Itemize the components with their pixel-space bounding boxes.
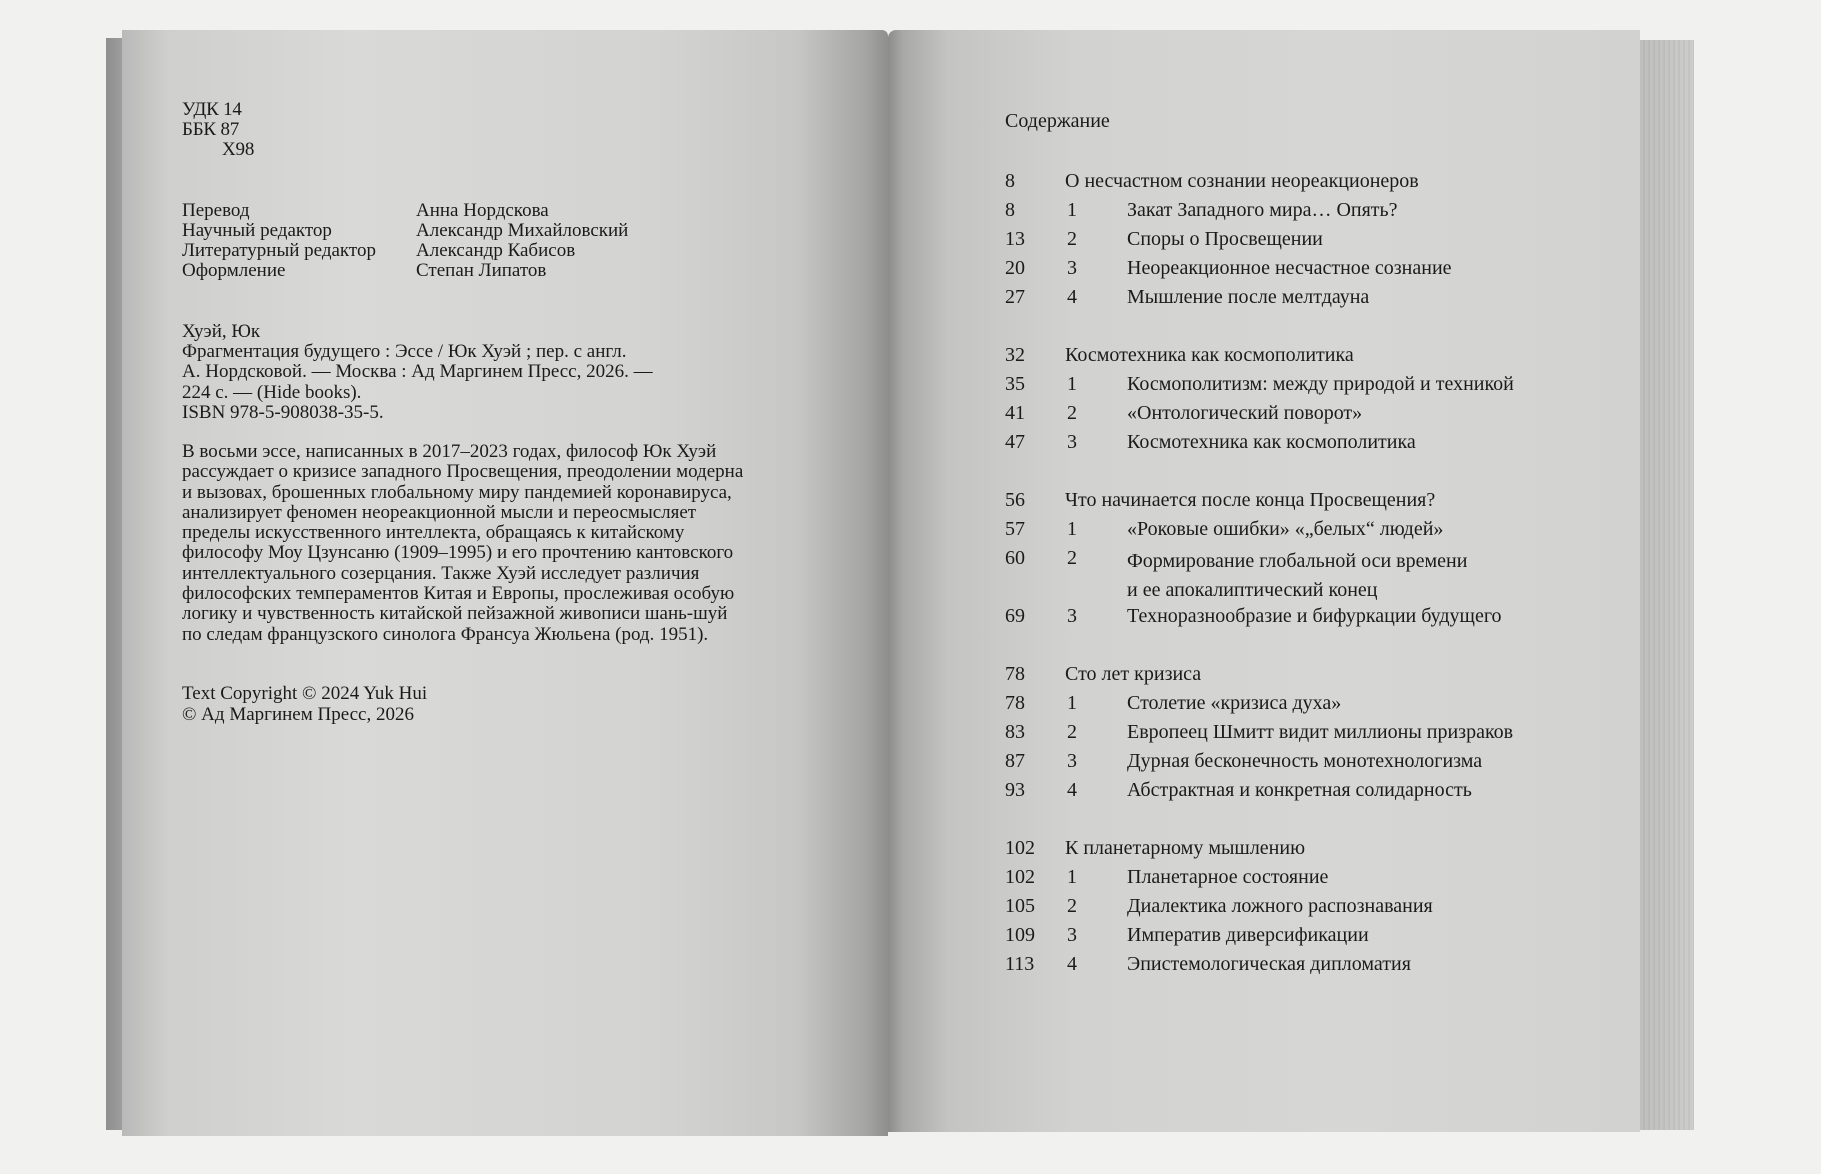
toc-section-title: О несчастном сознании неореакционеров	[1065, 170, 1419, 192]
toc-num: 2	[1067, 895, 1077, 917]
toc-item	[1005, 518, 1605, 547]
credit-role: Научный редактор	[182, 220, 332, 241]
toc-section-title: Что начинается после конца Просвещения?	[1065, 489, 1436, 511]
toc-page: 102	[1005, 866, 1035, 888]
credit-role: Перевод	[182, 200, 250, 221]
toc-item-title: Техноразнообразие и бифуркации будущего	[1127, 605, 1502, 627]
bbk-code: ББК 87	[182, 119, 240, 140]
copyright-line: Text Copyright © 2024 Yuk Hui	[182, 683, 428, 704]
toc-item	[1005, 547, 1605, 605]
toc-num: 1	[1067, 373, 1077, 395]
toc-num: 3	[1067, 605, 1077, 627]
credit-row	[182, 261, 628, 281]
toc-page: 47	[1005, 431, 1025, 453]
toc-section	[1005, 663, 1605, 692]
toc-num: 1	[1067, 866, 1077, 888]
toc-item-title: Споры о Просвещении	[1127, 228, 1323, 250]
toc-section	[1005, 489, 1605, 518]
annotation-line: анализирует феномен неореакционной мысли и переосмысляет	[182, 501, 697, 523]
toc-num: 3	[1067, 924, 1077, 946]
toc-section-title: Космотехника как космополитика	[1065, 344, 1354, 366]
toc-item	[1005, 402, 1605, 431]
toc-page: 69	[1005, 605, 1025, 627]
toc-item-title: Космотехника как космополитика	[1127, 431, 1416, 453]
toc-item-title: Закат Западного мира… Опять?	[1127, 199, 1398, 221]
annotation-line: философских темпераментов Китая и Европы, прослеживая особую	[182, 583, 735, 605]
toc-page: 20	[1005, 257, 1025, 279]
toc-item-title: Диалектика ложного распознавания	[1127, 895, 1433, 917]
toc-page: 78	[1005, 663, 1025, 685]
credits-block	[182, 201, 628, 281]
toc-section	[1005, 344, 1605, 373]
toc-num: 2	[1067, 402, 1077, 424]
toc-page: 41	[1005, 402, 1025, 424]
toc-section	[1005, 837, 1605, 866]
toc-page: 60	[1005, 547, 1025, 569]
toc-item-title: Космополитизм: между природой и техникой	[1127, 373, 1514, 395]
toc-num: 1	[1067, 692, 1077, 714]
annotation-line: В восьми эссе, написанных в 2017–2023 годах, философ Юк Хуэй	[182, 441, 717, 462]
credit-row	[182, 241, 628, 261]
toc-item	[1005, 605, 1605, 634]
toc-item-title: Эпистемологическая дипломатия	[1127, 953, 1411, 975]
toc-page: 78	[1005, 692, 1025, 714]
copyright	[182, 684, 427, 725]
toc-num: 2	[1067, 228, 1077, 250]
toc-num: 4	[1067, 779, 1077, 801]
toc-page: 13	[1005, 228, 1025, 250]
toc-item	[1005, 286, 1605, 315]
toc-page: 109	[1005, 924, 1035, 946]
credit-row	[182, 201, 628, 221]
toc-item-title	[1127, 547, 1467, 605]
classification-codes	[182, 100, 254, 160]
toc-num: 2	[1067, 721, 1077, 743]
annotation-line: и вызовах, брошенных глобальному миру пандемией коронавируса,	[182, 481, 732, 503]
toc-item	[1005, 779, 1605, 808]
toc-item	[1005, 750, 1605, 779]
annotation-line: пределы искусственного интеллекта, обращаясь к китайскому	[182, 522, 685, 544]
toc-num: 1	[1067, 518, 1077, 540]
annotation-line: рассуждает о кризисе западного Просвещения, преодолении модерна	[182, 461, 744, 483]
credit-name: Анна Нордскова	[416, 200, 549, 221]
toc-num: 1	[1067, 199, 1077, 221]
toc-page: 8	[1005, 199, 1015, 221]
toc-page: 93	[1005, 779, 1025, 801]
credit-role: Оформление	[182, 260, 286, 281]
toc-title: Содержание	[1005, 110, 1110, 132]
credit-row	[182, 221, 628, 241]
toc-item-title: «Онтологический поворот»	[1127, 402, 1363, 424]
toc-item-title: Столетие «кризиса духа»	[1127, 692, 1342, 714]
toc-page: 113	[1005, 953, 1035, 975]
toc-num: 4	[1067, 953, 1077, 975]
biblio-line: А. Нордсковой. — Москва : Ад Маргинем Пресс, 2026. —	[182, 361, 653, 383]
toc-page: 105	[1005, 895, 1035, 917]
biblio-line: Фрагментация будущего : Эссе / Юк Хуэй ; пер. с англ.	[182, 341, 627, 363]
toc-item	[1005, 228, 1605, 257]
toc-item-title: Дурная бесконечность монотехнологизма	[1127, 750, 1483, 772]
toc-page: 83	[1005, 721, 1025, 743]
toc-item-title: Мышление после мелтдауна	[1127, 286, 1370, 308]
toc-item	[1005, 953, 1605, 982]
biblio-line: ISBN 978-5-908038-35-5.	[182, 401, 384, 423]
toc-item-title: Планетарное состояние	[1127, 866, 1329, 888]
toc-num: 2	[1067, 547, 1077, 569]
toc-item	[1005, 199, 1605, 228]
toc-item	[1005, 895, 1605, 924]
toc-item	[1005, 257, 1605, 286]
author-mark: Х98	[222, 139, 255, 160]
toc-item	[1005, 431, 1605, 460]
toc-page: 87	[1005, 750, 1025, 772]
toc-item-title: Европеец Шмитт видит миллионы призраков	[1127, 721, 1514, 743]
biblio-line: Хуэй, Юк	[182, 321, 261, 342]
toc-item-title-line: Формирование глобальной оси времени	[1127, 550, 1468, 572]
credit-role: Литературный редактор	[182, 240, 376, 261]
toc-num: 3	[1067, 431, 1077, 453]
toc-page: 35	[1005, 373, 1025, 395]
credit-name: Александр Кабисов	[416, 240, 576, 261]
credit-name: Александр Михайловский	[416, 220, 629, 241]
table-of-contents	[1005, 170, 1605, 982]
toc-item-title: «Роковые ошибки» «„белых“ людей»	[1127, 518, 1444, 540]
toc-item	[1005, 373, 1605, 402]
toc-item	[1005, 924, 1605, 953]
toc-section	[1005, 170, 1605, 199]
toc-item-title: Неореакционное несчастное сознание	[1127, 257, 1452, 279]
annotation-line: по следам французского синолога Франсуа Жюльена (род. 1951).	[182, 623, 709, 645]
annotation-line: интеллектуального созерцания. Также Хуэй исследует различия	[182, 562, 700, 584]
toc-num: 4	[1067, 286, 1077, 308]
toc-page: 27	[1005, 286, 1025, 308]
toc-item-title: Абстрактная и конкретная солидарность	[1127, 779, 1472, 801]
toc-item	[1005, 692, 1605, 721]
toc-section-title: К планетарному мышлению	[1065, 837, 1306, 859]
toc-item-title-line: и ее апокалиптический конец	[1127, 579, 1378, 601]
credit-name: Степан Липатов	[416, 260, 547, 281]
udk-code: УДК 14	[182, 99, 242, 120]
toc-page: 32	[1005, 344, 1025, 366]
toc-page: 8	[1005, 170, 1015, 192]
toc-num: 3	[1067, 257, 1077, 279]
annotation	[182, 442, 743, 645]
annotation-line: логику и чувственность китайской пейзажной живописи шань-шуй	[182, 603, 728, 625]
toc-page: 56	[1005, 489, 1025, 511]
toc-page: 57	[1005, 518, 1025, 540]
toc-item	[1005, 721, 1605, 750]
bibliographic-record	[182, 322, 653, 423]
toc-item	[1005, 866, 1605, 895]
toc-section-title: Сто лет кризиса	[1065, 663, 1202, 685]
biblio-line: 224 с. — (Hide books).	[182, 381, 362, 403]
toc-num: 3	[1067, 750, 1077, 772]
copyright-line: © Ад Маргинем Пресс, 2026	[182, 703, 414, 725]
annotation-line: философу Моу Цзунсаню (1909–1995) и его прочтению кантовского	[182, 542, 734, 564]
toc-page: 102	[1005, 837, 1035, 859]
toc-item-title: Императив диверсификации	[1127, 924, 1369, 946]
